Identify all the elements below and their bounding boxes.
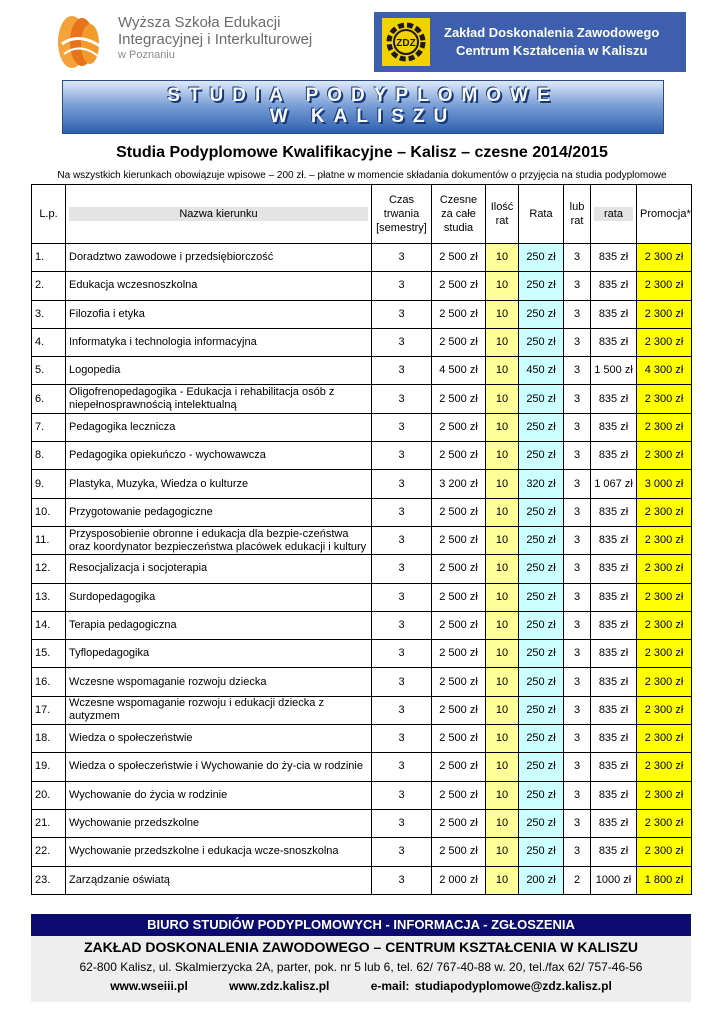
row-rate2: 835 zł [591, 668, 637, 696]
zdz-line-2: Centrum Kształcenia w Kaliszu [456, 43, 648, 58]
row-total: 2 500 zł [432, 526, 486, 554]
row-count: 10 [486, 725, 519, 753]
row-count: 10 [486, 611, 519, 639]
row-promo: 2 300 zł [637, 300, 692, 328]
col-name-label: Nazwa kierunku [69, 207, 368, 221]
row-promo: 2 300 zł [637, 583, 692, 611]
row-count2: 3 [564, 385, 591, 413]
row-count2: 3 [564, 640, 591, 668]
row-name: Wychowanie przedszkolne [66, 809, 372, 837]
row-total: 2 500 zł [432, 413, 486, 441]
row-count: 10 [486, 272, 519, 300]
row-count: 10 [486, 498, 519, 526]
row-count: 10 [486, 413, 519, 441]
website-link-2[interactable]: www.zdz.kalisz.pl [229, 979, 330, 993]
row-lp: 2. [32, 272, 66, 300]
row-rate: 250 zł [519, 498, 564, 526]
row-count2: 3 [564, 781, 591, 809]
row-count2: 3 [564, 300, 591, 328]
row-count2: 3 [564, 244, 591, 272]
table-header-row [32, 185, 692, 244]
row-count: 10 [486, 555, 519, 583]
row-promo: 2 300 zł [637, 696, 692, 724]
row-count2: 3 [564, 668, 591, 696]
row-name: Oligofrenopedagogika - Edukacja i rehabilitacja osób z niepełnosprawnością intelektualną [66, 385, 372, 413]
website-link-1[interactable]: www.wseiii.pl [110, 979, 188, 993]
row-rate2: 835 zł [591, 526, 637, 554]
row-name: Edukacja wczesnoszkolna [66, 272, 372, 300]
col-promo: Promocja* [637, 185, 692, 244]
table-row [32, 838, 692, 866]
row-duration: 3 [372, 640, 432, 668]
row-rate: 250 zł [519, 442, 564, 470]
row-rate2: 835 zł [591, 725, 637, 753]
row-lp: 21. [32, 809, 66, 837]
row-total: 2 500 zł [432, 300, 486, 328]
row-total: 2 500 zł [432, 244, 486, 272]
row-duration: 3 [372, 526, 432, 554]
row-lp: 17. [32, 696, 66, 724]
table-row [32, 244, 692, 272]
table-row [32, 526, 692, 554]
table-row [32, 328, 692, 356]
row-total: 2 500 zł [432, 583, 486, 611]
table-row [32, 357, 692, 385]
row-count2: 3 [564, 583, 591, 611]
row-rate: 250 zł [519, 611, 564, 639]
row-count2: 3 [564, 526, 591, 554]
row-promo: 2 300 zł [637, 526, 692, 554]
gear-icon [382, 18, 430, 66]
footer-bar: BIURO STUDIÓW PODYPLOMOWYCH - INFORMACJA - ZGŁOSZENIA [31, 914, 691, 936]
row-name: Wczesne wspomaganie rozwoju i edukacji dziecka z autyzmem [66, 696, 372, 724]
row-lp: 16. [32, 668, 66, 696]
row-promo: 2 300 zł [637, 442, 692, 470]
row-duration: 3 [372, 470, 432, 498]
table-row [32, 272, 692, 300]
row-rate2: 1 500 zł [591, 357, 637, 385]
row-promo: 3 000 zł [637, 470, 692, 498]
row-count: 10 [486, 781, 519, 809]
row-rate2: 835 zł [591, 442, 637, 470]
row-lp: 12. [32, 555, 66, 583]
row-rate: 250 zł [519, 413, 564, 441]
row-rate2: 835 zł [591, 611, 637, 639]
row-rate2: 835 zł [591, 781, 637, 809]
row-rate: 250 zł [519, 583, 564, 611]
row-total: 2 500 zł [432, 640, 486, 668]
row-count: 10 [486, 300, 519, 328]
row-name: Surdopedagogika [66, 583, 372, 611]
row-name: Plastyka, Muzyka, Wiedza o kulturze [66, 470, 372, 498]
row-name: Filozofia i etyka [66, 300, 372, 328]
row-total: 2 500 zł [432, 838, 486, 866]
row-lp: 8. [32, 442, 66, 470]
row-lp: 14. [32, 611, 66, 639]
row-rate2: 835 zł [591, 272, 637, 300]
row-total: 4 500 zł [432, 357, 486, 385]
enrollment-note: Na wszystkich kierunkach obowiązuje wpisowe – 200 zł. – płatne w momencie składania dokumentów o przyjęcia na studia podyplomowe [57, 170, 667, 181]
row-rate2: 835 zł [591, 753, 637, 781]
row-total: 3 200 zł [432, 470, 486, 498]
table-row [32, 611, 692, 639]
row-count2: 3 [564, 838, 591, 866]
row-count2: 3 [564, 611, 591, 639]
row-rate: 250 zł [519, 668, 564, 696]
col-rate2 [591, 185, 637, 244]
row-name: Wiedza o społeczeństwie i Wychowanie do ży-cia w rodzinie [66, 753, 372, 781]
row-total: 2 500 zł [432, 668, 486, 696]
row-duration: 3 [372, 611, 432, 639]
row-lp: 6. [32, 385, 66, 413]
row-promo: 2 300 zł [637, 385, 692, 413]
row-promo: 2 300 zł [637, 244, 692, 272]
banner-line-1: STUDIA PODYPLOMOWE [167, 85, 559, 106]
table-body [32, 244, 692, 895]
row-promo: 2 300 zł [637, 838, 692, 866]
footer-org: ZAKŁAD DOSKONALENIA ZAWODOWEGO – CENTRUM KSZTAŁCENIA W KALISZU [83, 939, 638, 955]
row-total: 2 000 zł [432, 866, 486, 894]
row-rate: 250 zł [519, 753, 564, 781]
col-rate: Rata [519, 185, 564, 244]
table-row [32, 498, 692, 526]
row-rate: 250 zł [519, 272, 564, 300]
row-rate2: 835 zł [591, 838, 637, 866]
banner-line-2: W KALISZU [269, 106, 457, 127]
row-name: Pedagogika opiekuńczo - wychowawcza [66, 442, 372, 470]
table-row [32, 442, 692, 470]
row-lp: 15. [32, 640, 66, 668]
row-rate2: 835 zł [591, 809, 637, 837]
logo-line-3: w Poznaniu [118, 49, 175, 61]
row-promo: 2 300 zł [637, 725, 692, 753]
row-count: 10 [486, 640, 519, 668]
row-count2: 3 [564, 328, 591, 356]
row-count: 10 [486, 753, 519, 781]
row-duration: 3 [372, 866, 432, 894]
footer [31, 914, 691, 1002]
row-total: 2 500 zł [432, 781, 486, 809]
row-rate: 250 zł [519, 385, 564, 413]
row-name: Wczesne wspomaganie rozwoju dziecka [66, 668, 372, 696]
table-row [32, 696, 692, 724]
row-name: Zarządzanie oświatą [66, 866, 372, 894]
row-rate2: 1 067 zł [591, 470, 637, 498]
row-lp: 7. [32, 413, 66, 441]
table-row [32, 555, 692, 583]
table-row [32, 470, 692, 498]
row-count: 10 [486, 244, 519, 272]
row-rate2: 1000 zł [591, 866, 637, 894]
row-count: 10 [486, 809, 519, 837]
row-rate: 250 zł [519, 300, 564, 328]
logo-line-2: Integracyjnej i Interkulturowej [118, 31, 313, 48]
row-name: Doradztwo zawodowe i przedsiębiorczość [66, 244, 372, 272]
row-total: 2 500 zł [432, 442, 486, 470]
row-count: 10 [486, 696, 519, 724]
row-duration: 3 [372, 696, 432, 724]
zdz-badge [382, 18, 430, 66]
row-lp: 18. [32, 725, 66, 753]
row-count: 10 [486, 357, 519, 385]
row-lp: 1. [32, 244, 66, 272]
row-rate2: 835 zł [591, 244, 637, 272]
table-row [32, 385, 692, 413]
row-name: Resocjalizacja i socjoterapia [66, 555, 372, 583]
row-duration: 3 [372, 583, 432, 611]
row-lp: 11. [32, 526, 66, 554]
row-duration: 3 [372, 442, 432, 470]
row-count2: 3 [564, 753, 591, 781]
table-row [32, 781, 692, 809]
row-duration: 3 [372, 300, 432, 328]
col-or: lub rat [564, 185, 591, 244]
row-duration: 3 [372, 668, 432, 696]
row-lp: 4. [32, 328, 66, 356]
row-count: 10 [486, 866, 519, 894]
col-duration: Czas trwania [semestry] [372, 185, 432, 244]
row-lp: 9. [32, 470, 66, 498]
row-duration: 3 [372, 385, 432, 413]
row-name: Terapia pedagogiczna [66, 611, 372, 639]
row-name: Przygotowanie pedagogiczne [66, 498, 372, 526]
row-rate: 250 zł [519, 809, 564, 837]
row-promo: 4 300 zł [637, 357, 692, 385]
row-count2: 3 [564, 498, 591, 526]
row-total: 2 500 zł [432, 753, 486, 781]
row-rate: 250 zł [519, 640, 564, 668]
row-duration: 3 [372, 753, 432, 781]
col-name [66, 185, 372, 244]
row-total: 2 500 zł [432, 555, 486, 583]
page-title: Studia Podyplomowe Kwalifikacyjne – Kalisz – czesne 2014/2015 [116, 144, 608, 161]
row-rate: 250 zł [519, 244, 564, 272]
row-duration: 3 [372, 357, 432, 385]
row-rate2: 835 zł [591, 583, 637, 611]
row-duration: 3 [372, 498, 432, 526]
row-count: 10 [486, 668, 519, 696]
row-duration: 3 [372, 725, 432, 753]
row-count: 10 [486, 838, 519, 866]
row-rate: 250 zł [519, 526, 564, 554]
row-promo: 2 300 zł [637, 668, 692, 696]
row-count: 10 [486, 526, 519, 554]
row-count: 10 [486, 442, 519, 470]
row-total: 2 500 zł [432, 328, 486, 356]
row-count: 10 [486, 583, 519, 611]
row-lp: 3. [32, 300, 66, 328]
row-lp: 10. [32, 498, 66, 526]
fees-table [31, 184, 692, 895]
row-duration: 3 [372, 413, 432, 441]
row-rate2: 835 zł [591, 300, 637, 328]
row-duration: 3 [372, 555, 432, 583]
row-rate: 250 zł [519, 696, 564, 724]
row-rate2: 835 zł [591, 555, 637, 583]
footer-address: 62-800 Kalisz, ul. Skalmierzycka 2A, parter, pok. nr 5 lub 6, tel. 62/ 767-40-88 w. 20, tel./fax 62/ 757-46-56 [79, 960, 643, 974]
row-name: Wychowanie do życia w rodzinie [66, 781, 372, 809]
row-total: 2 500 zł [432, 611, 486, 639]
row-count2: 3 [564, 442, 591, 470]
col-lp: L.p. [32, 185, 66, 244]
logo-line-1: Wyższa Szkoła Edukacji [118, 14, 281, 31]
row-lp: 23. [32, 866, 66, 894]
col-count: Ilość rat [486, 185, 519, 244]
zdz-logo [374, 12, 686, 72]
row-total: 2 500 zł [432, 725, 486, 753]
row-count: 10 [486, 385, 519, 413]
row-count2: 3 [564, 696, 591, 724]
row-rate: 250 zł [519, 838, 564, 866]
row-count2: 3 [564, 272, 591, 300]
table-row [32, 413, 692, 441]
table-row [32, 753, 692, 781]
col-rate2-label: rata [594, 207, 633, 221]
footer-contacts [31, 979, 691, 993]
row-count: 10 [486, 328, 519, 356]
row-name: Pedagogika lecznicza [66, 413, 372, 441]
table-row [32, 668, 692, 696]
wseiii-logo [50, 12, 340, 72]
row-promo: 2 300 zł [637, 272, 692, 300]
row-promo: 2 300 zł [637, 753, 692, 781]
row-promo: 2 300 zł [637, 781, 692, 809]
row-promo: 2 300 zł [637, 611, 692, 639]
flame-logo-icon [50, 12, 110, 72]
row-promo: 2 300 zł [637, 413, 692, 441]
row-rate2: 835 zł [591, 385, 637, 413]
banner [62, 80, 664, 134]
row-lp: 13. [32, 583, 66, 611]
row-total: 2 500 zł [432, 498, 486, 526]
row-promo: 2 300 zł [637, 640, 692, 668]
row-count: 10 [486, 470, 519, 498]
row-lp: 19. [32, 753, 66, 781]
row-total: 2 500 zł [432, 272, 486, 300]
table-row [32, 640, 692, 668]
row-rate: 250 zł [519, 555, 564, 583]
row-rate: 200 zł [519, 866, 564, 894]
table-row [32, 583, 692, 611]
row-name: Wychowanie przedszkolne i edukacja wcze-snoszkolna [66, 838, 372, 866]
row-duration: 3 [372, 809, 432, 837]
row-count2: 3 [564, 470, 591, 498]
row-count2: 3 [564, 555, 591, 583]
row-lp: 5. [32, 357, 66, 385]
row-total: 2 500 zł [432, 696, 486, 724]
row-promo: 2 300 zł [637, 498, 692, 526]
row-name: Wiedza o społeczeństwie [66, 725, 372, 753]
table-row [32, 866, 692, 894]
row-total: 2 500 zł [432, 809, 486, 837]
row-count2: 3 [564, 413, 591, 441]
zdz-badge-text: ZDZ [396, 38, 416, 49]
row-rate2: 835 zł [591, 328, 637, 356]
row-count2: 3 [564, 725, 591, 753]
row-count2: 2 [564, 866, 591, 894]
row-promo: 2 300 zł [637, 809, 692, 837]
row-promo: 2 300 zł [637, 328, 692, 356]
row-rate: 250 zł [519, 725, 564, 753]
row-name: Logopedia [66, 357, 372, 385]
row-duration: 3 [372, 272, 432, 300]
row-promo: 2 300 zł [637, 555, 692, 583]
row-rate: 250 zł [519, 328, 564, 356]
row-rate: 450 zł [519, 357, 564, 385]
zdz-line-1: Zakład Doskonalenia Zawodowego [444, 25, 660, 40]
row-lp: 20. [32, 781, 66, 809]
row-name: Informatyka i technologia informacyjna [66, 328, 372, 356]
row-name: Tyflopedagogika [66, 640, 372, 668]
row-duration: 3 [372, 838, 432, 866]
row-rate2: 835 zł [591, 640, 637, 668]
row-rate2: 835 zł [591, 413, 637, 441]
col-total: Czesne za całe studia [432, 185, 486, 244]
row-count2: 3 [564, 809, 591, 837]
row-lp: 22. [32, 838, 66, 866]
row-total: 2 500 zł [432, 385, 486, 413]
row-rate: 320 zł [519, 470, 564, 498]
row-duration: 3 [372, 781, 432, 809]
row-rate: 250 zł [519, 781, 564, 809]
row-name: Przysposobienie obronne i edukacja dla bezpie-czeństwa oraz koordynator bezpieczeństwa placówek edukacji i kultury [66, 526, 372, 554]
table-row [32, 725, 692, 753]
table-row [32, 300, 692, 328]
row-count2: 3 [564, 357, 591, 385]
table-row [32, 809, 692, 837]
row-rate2: 835 zł [591, 498, 637, 526]
row-duration: 3 [372, 244, 432, 272]
row-rate2: 835 zł [591, 696, 637, 724]
row-promo: 1 800 zł [637, 866, 692, 894]
email-link[interactable]: e-mail: studiapodyplomowe@zdz.kalisz.pl [370, 979, 612, 993]
row-duration: 3 [372, 328, 432, 356]
